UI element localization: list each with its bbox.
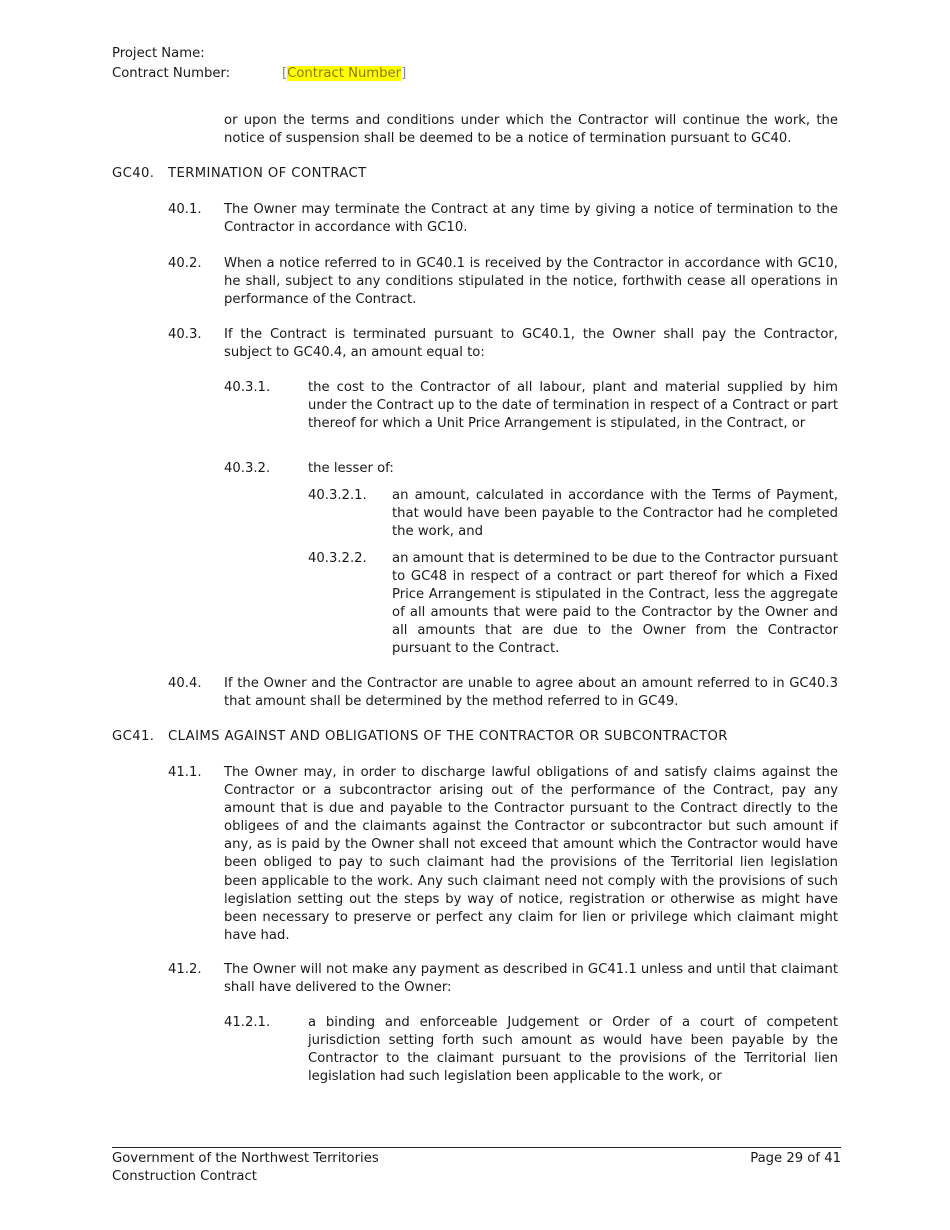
clause-number-40-3-2-2: 40.3.2.2. [308,551,367,566]
footer-document-type: Construction Contract [112,1169,257,1184]
project-name-label: Project Name: [112,46,205,61]
section-number: GC40. [112,166,155,181]
page-number: Page 29 of 41 [750,1151,841,1166]
clause-text-40-2: When a notice referred to in GC40.1 is received by the Contractor in accordance with GC10, he shall, subject to any conditions stipulated in the notice, forthwith cease all operations in performance of the Contract. [224,256,838,308]
clause-text-40-4: If the Owner and the Contractor are unable to agree about an amount referred to in GC40.3 that amount shall be determined by the method referred to in GC49. [224,676,838,710]
clause-number-40-1: 40.1. [168,202,202,217]
section-title: CLAIMS AGAINST AND OBLIGATIONS OF THE CONTRACTOR OR SUBCONTRACTOR [168,729,728,744]
clause-text-40-3-2: the lesser of: [308,461,394,476]
clause-number-40-3-2-1: 40.3.2.1. [308,488,367,503]
clause-text-41-1: The Owner may, in order to discharge lawful obligations of and satisfy claims against the Contractor or a subcontractor arising out of the performance of the Contract, pay any amount that is due and payable to the Contractor pursuant to the Contract directly to the obligees of and the claimants against the Contractor or subcontractor but such amount if any, as is paid by the Owner shall not exceed that amount which the Contractor would have been obliged to pay to such claimant had the provisions of the Territorial lien legislation been applicable to the work. Any such claimant need not comply with the provisions of such legislation setting out the steps by way of notice, registration or otherwise as might have been necessary to preserve or perfect any claim for lien or privilege which claimant might have had. [224,765,838,943]
clause-text-41-2: The Owner will not make any payment as described in GC41.1 unless and until that claimant shall have delivered to the Owner: [224,962,838,996]
clause-number-41-2: 41.2. [168,962,202,977]
bracket-close: ] [401,66,407,81]
clause-number-41-2-1: 41.2.1. [224,1015,271,1030]
clause-text-40-3-1: the cost to the Contractor of all labour, plant and material supplied by him under the Contract up to the date of termination in respect of a Contract or part thereof for which a Unit Price Arrangement is stipulated, in the Contract, or [308,380,838,432]
section-number: GC41. [112,729,155,744]
intro-paragraph: or upon the terms and conditions under which the Contractor will continue the work, the notice of suspension shall be deemed to be a notice of termination pursuant to GC40. [224,113,838,147]
clause-number-40-2: 40.2. [168,256,202,271]
page-header [112,44,406,84]
footer-divider [112,1147,841,1148]
clause-text-40-1: The Owner may terminate the Contract at any time by giving a notice of termination to the Contractor in accordance with GC10. [224,202,838,236]
project-name-row [112,44,406,64]
clause-number-40-3-2: 40.3.2. [224,461,271,476]
contract-number-row [112,64,406,84]
clause-number-40-3-1: 40.3.1. [224,380,271,395]
clause-text-40-3: If the Contract is terminated pursuant to GC40.1, the Owner shall pay the Contractor, subject to GC40.4, an amount equal to: [224,327,838,361]
clause-number-41-1: 41.1. [168,765,202,780]
section-heading-gc41 [112,728,728,746]
section-heading-gc40 [112,165,367,183]
contract-number-field[interactable] [282,64,406,84]
clause-text-40-3-2-2: an amount that is determined to be due to the Contractor pursuant to GC48 in respect of a contract or part thereof for which a Fixed Price Arrangement is stipulated in the Contract, less the aggregate of all amounts that were paid to the Contractor by the Owner and all amounts that are due to the Owner from the Contractor pursuant to the Contract. [392,551,838,657]
clause-number-40-3: 40.3. [168,327,202,342]
contract-number-placeholder: Contract Number [287,66,402,81]
section-title: TERMINATION OF CONTRACT [168,166,367,181]
clause-number-40-4: 40.4. [168,676,202,691]
bracket-open: [ [282,66,288,81]
contract-number-label: Contract Number: [112,66,231,81]
footer-left [112,1150,379,1186]
clause-text-41-2-1: a binding and enforceable Judgement or Order of a court of competent jurisdiction setting forth such amount as would have been payable by the Contractor to the claimant pursuant to the provisions of the Territorial lien legislation had such legislation been applicable to the work, or [308,1015,838,1085]
footer-organization: Government of the Northwest Territories [112,1151,379,1166]
clause-text-40-3-2-1: an amount, calculated in accordance with the Terms of Payment, that would have been payable to the Contractor had he completed the work, and [392,488,838,540]
